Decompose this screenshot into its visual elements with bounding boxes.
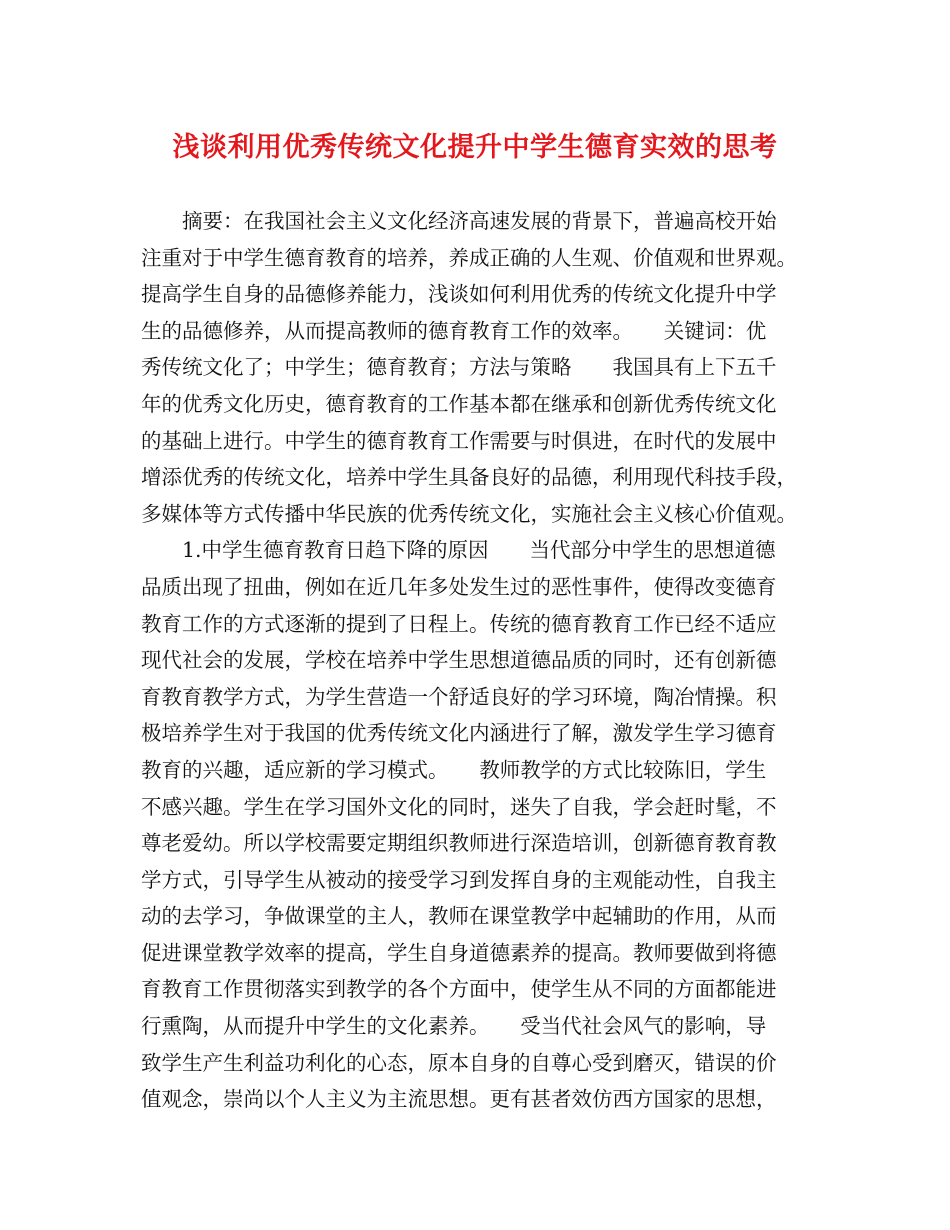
document-body (141, 203, 841, 1118)
document-title: 浅谈利用优秀传统文化提升中学生德育实效的思考 (172, 132, 778, 163)
paragraph-line: 提高学生自身的品德修养能力，浅谈如何利用优秀的传统文化提升中学 (141, 282, 777, 307)
paragraph-line: 教育工作的方式逐渐的提到了日程上。传统的德育教育工作已经不适应 (141, 611, 777, 636)
paragraph-line: 的基础上进行。中学生的德育教育工作需要与时俱进，在时代的发展中 (141, 428, 777, 453)
paragraph-line: 教育的兴趣，适应新的学习模式。 教师教学的方式比较陈旧，学生 (141, 757, 767, 782)
paragraph-line: 秀传统文化了；中学生；德育教育；方法与策略 我国具有上下五千 (141, 355, 777, 380)
paragraph-line: 尊老爱幼。所以学校需要定期组织教师进行深造培训，创新德育教育教 (141, 831, 777, 856)
paragraph-line: 致学生产生利益功利化的心态，原本自身的自尊心受到磨灭，错误的价 (141, 1050, 777, 1075)
paragraph-line: 动的去学习，争做课堂的主人，教师在课堂教学中起辅助的作用，从而 (141, 904, 777, 929)
paragraph-line: 增添优秀的传统文化，培养中学生具备良好的品德，利用现代科技手段， (141, 465, 797, 490)
paragraph-line: 不感兴趣。学生在学习国外文化的同时，迷失了自我，学会赶时髦，不 (141, 794, 777, 819)
paragraph-line: 行熏陶，从而提升中学生的文化素养。 受当代社会风气的影响，导 (141, 1014, 767, 1039)
paragraph-line: 多媒体等方式传播中华民族的优秀传统文化，实施社会主义核心价值观。 (141, 501, 797, 526)
paragraph-line: 促进课堂教学效率的提高，学生自身道德素养的提高。教师要做到将德 (141, 940, 777, 965)
paragraph-line: 年的优秀文化历史，德育教育的工作基本都在继承和创新优秀传统文化 (141, 391, 777, 416)
paragraph-line: 学方式，引导学生从被动的接受学习到发挥自身的主观能动性，自我主 (141, 867, 777, 892)
paragraph-line: 极培养学生对于我国的优秀传统文化内涵进行了解，激发学生学习德育 (141, 721, 777, 746)
paragraph-line: 现代社会的发展，学校在培养中学生思想道德品质的同时，还有创新德 (141, 648, 777, 673)
paragraph-line: 1.中学生德育教育日趋下降的原因 当代部分中学生的思想道德 (182, 538, 776, 563)
paragraph-line: 品质出现了扭曲，例如在近几年多处发生过的恶性事件，使得改变德育 (141, 574, 777, 599)
paragraph-line: 注重对于中学生德育教育的培养，养成正确的人生观、价值观和世界观。 (141, 245, 797, 270)
paragraph-line: 育教育工作贯彻落实到教学的各个方面中，使学生从不同的方面都能进 (141, 977, 777, 1002)
paragraph-line: 摘要：在我国社会主义文化经济高速发展的背景下，普遍高校开始 (182, 209, 777, 233)
paragraph-line: 生的品德修养，从而提高教师的德育教育工作的效率。 关键词：优 (141, 318, 767, 343)
paragraph-line: 值观念，崇尚以个人主义为主流思想。更有甚者效仿西方国家的思想， (141, 1087, 777, 1112)
paragraph-line: 育教育教学方式，为学生营造一个舒适良好的学习环境，陶冶情操。积 (141, 684, 777, 709)
